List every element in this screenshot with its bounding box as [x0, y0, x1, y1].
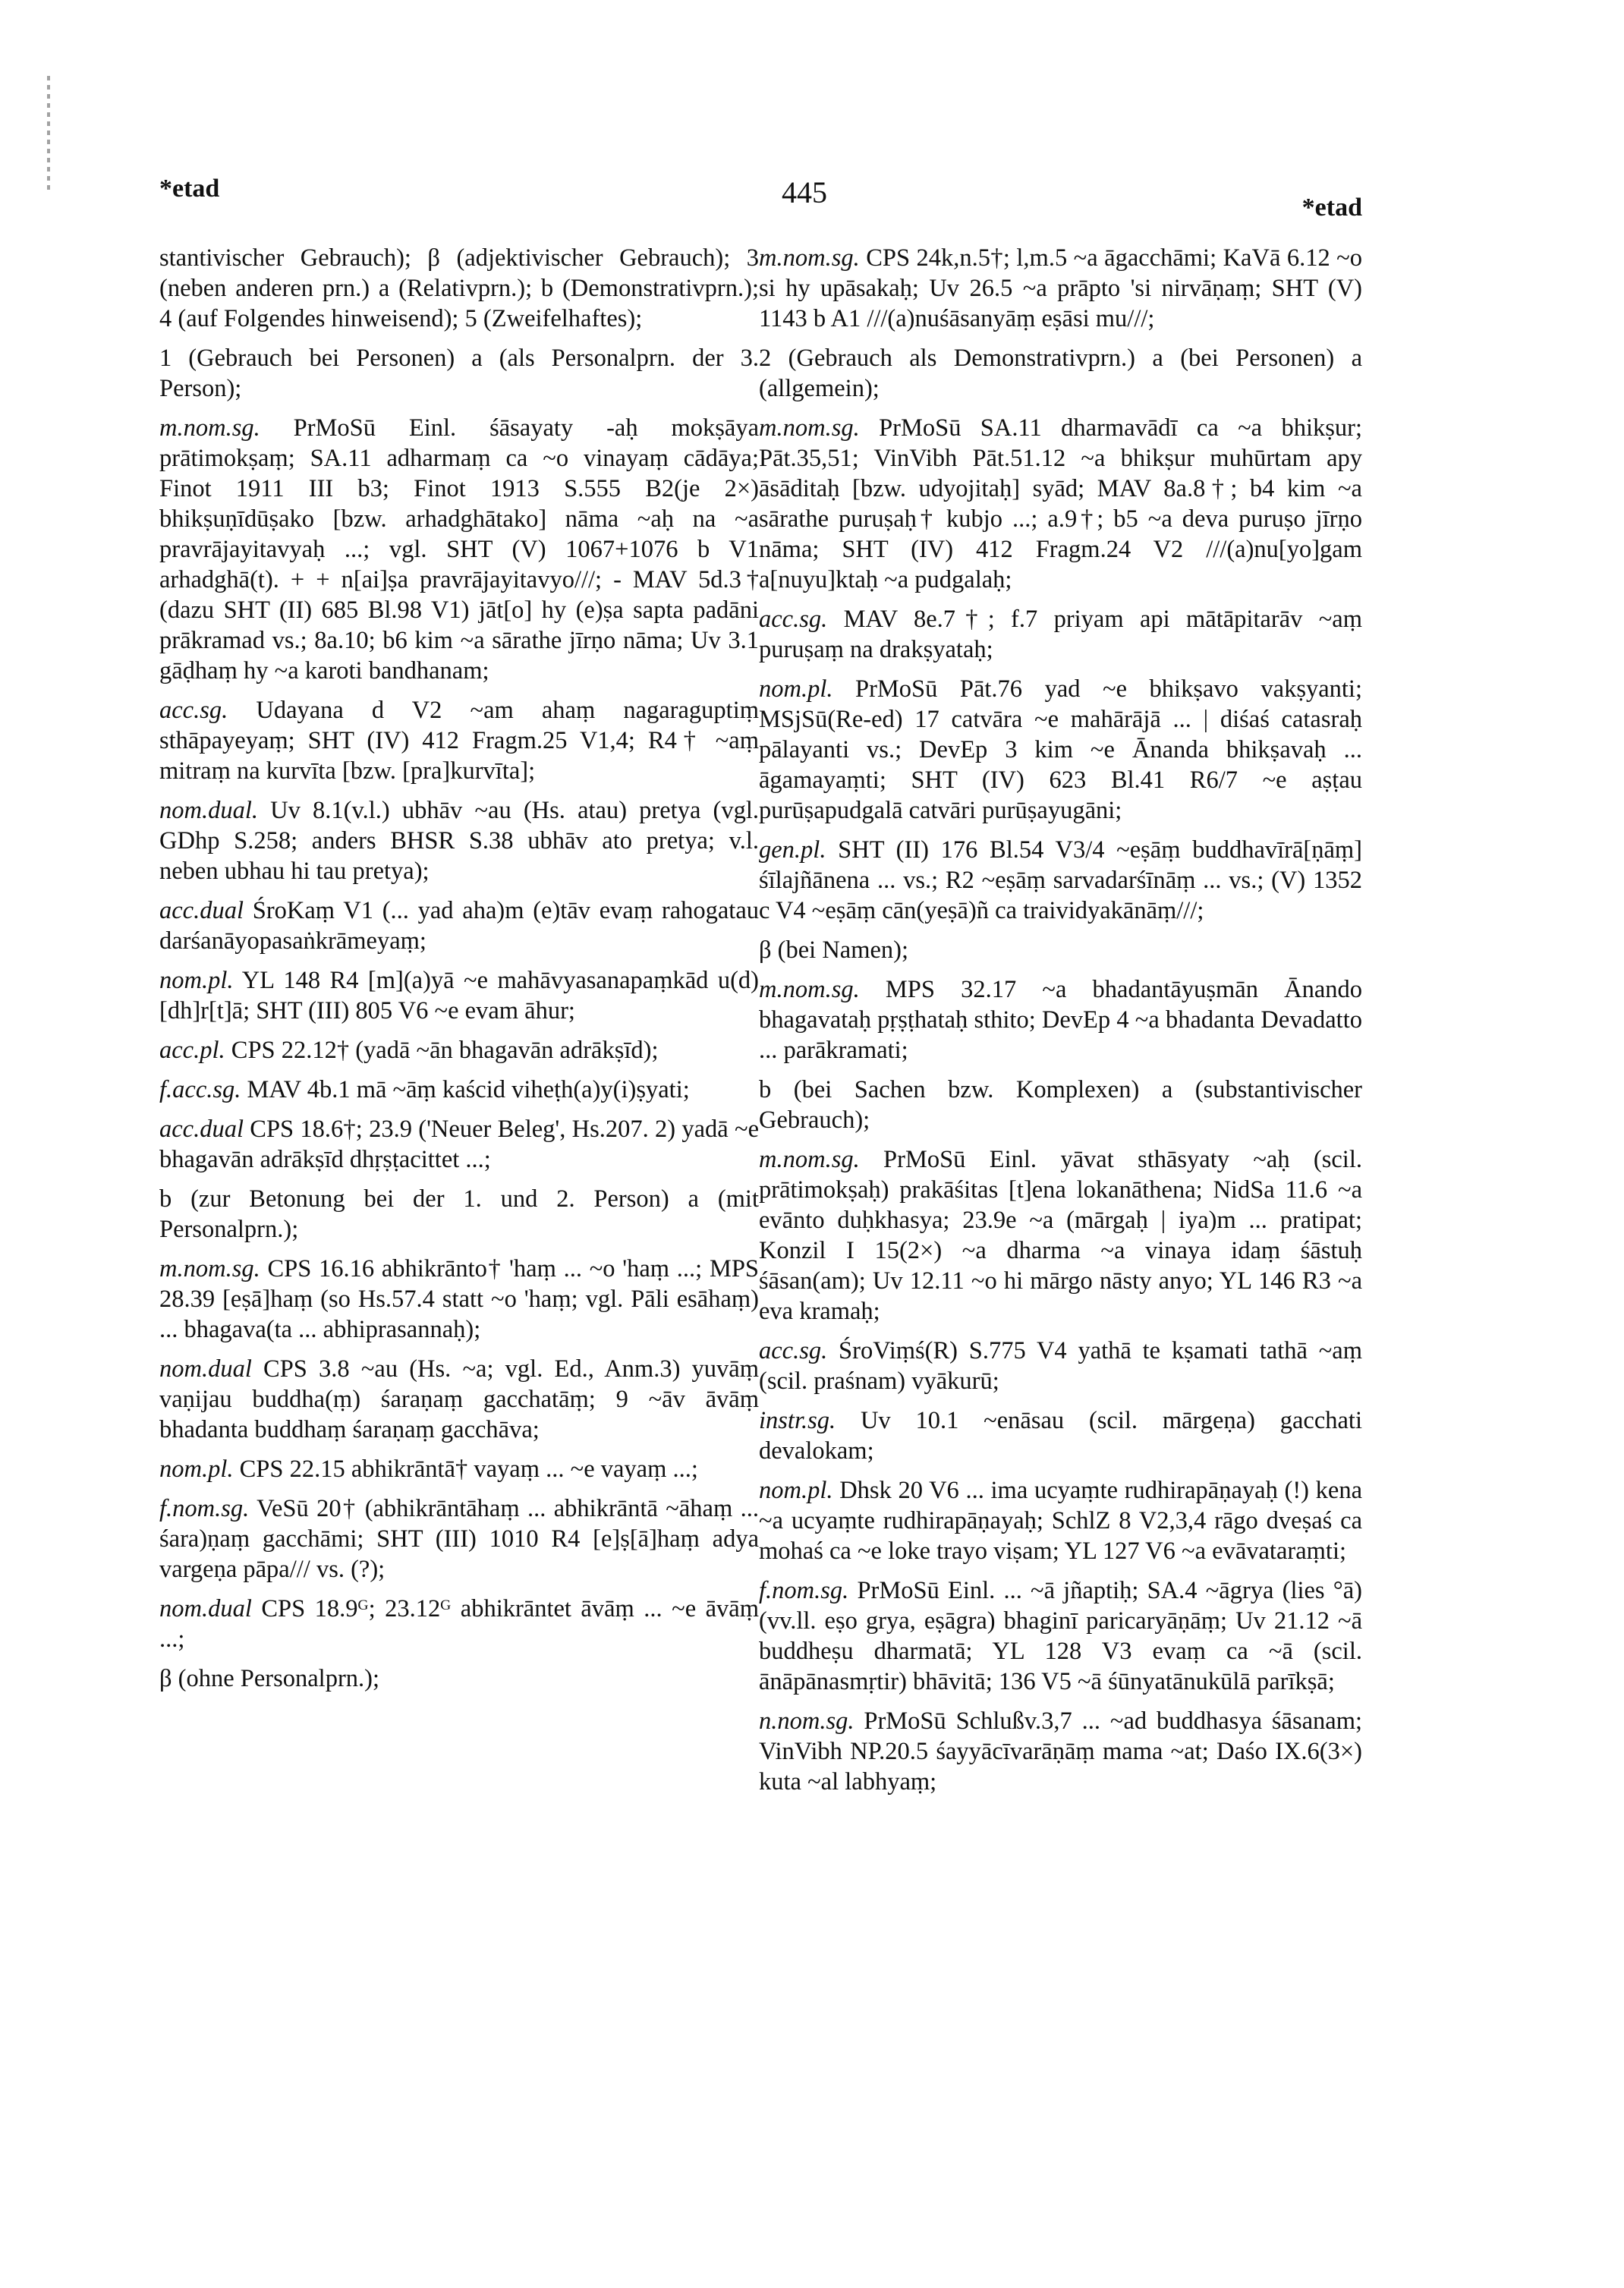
dictionary-entry [159, 795, 759, 886]
grammatical-form: acc.dual [159, 897, 244, 924]
dictionary-entry [159, 1035, 759, 1065]
entry-text: stantivischer Gebrauch); β (adjektivischer Gebrauch); 3 (neben anderen prn.) a (Relativprn.); b (Demonstrativprn.); 4 (auf Folgendes hinweisend); 5 (Zweifelhaftes); [159, 244, 759, 332]
entry-text: PrMoSū Einl. yāvat sthāsyaty ~aḥ (scil. prātimokṣaḥ) prakāśitas [t]ena lokanāthena; NidSa 11.6 ~a evānto duḥkhasya; 23.9e ~a (mārgaḥ | iya)m ... pratipat; Konzil I 15(2×) ~a dharma ~a vinaya idaṃ śāstuḥ śāsan(am); Uv 12.11 ~o hi mārgo nāsty anyo; YL 146 R3 ~a eva kramaḥ; [759, 1146, 1362, 1325]
grammatical-form: acc.pl. [159, 1037, 225, 1064]
dictionary-entry [759, 835, 1362, 926]
dictionary-entry [159, 413, 759, 686]
entry-text: PrMoSū SA.11 dharmavādī ca ~a bhikṣur; Pāt.35,51; VinVibh Pāt.51.12 ~a bhikṣur muhūrtam apy āsāditaḥ [bzw. udyojitaḥ] syād; MAV 8a.8†; b4 kim ~a sārathe puruṣaḥ† kubjo ...; a.9†; b5 ~a deva puruṣo jīrṇo nāma; SHT (IV) 412 Fragm.24 V2 ///(a)nu[yo]gam a[nuyu]ktaḥ ~a pudgalaḥ; [759, 414, 1362, 593]
dictionary-entry [159, 243, 759, 334]
entry-text: β (ohne Personalprn.); [159, 1665, 380, 1692]
grammatical-form: instr.sg. [759, 1407, 836, 1434]
dictionary-entry [159, 1114, 759, 1175]
entry-text: CPS 18.9ᴳ; 23.12ᴳ abhikrāntet āvāṃ ... ~e āvāṃ ...; [159, 1595, 760, 1653]
grammatical-form: nom.pl. [759, 1477, 833, 1504]
entry-text: Uv 10.1 ~enāsau (scil. mārgeṇa) gacchati devalokam; [759, 1407, 1362, 1465]
dictionary-entry [159, 1663, 759, 1694]
entry-text: YL 148 R4 [m](a)yā ~e mahāvyasanapaṃkād u(d)[dh]r[t]ā; SHT (III) 805 V6 ~e evam āhur; [159, 967, 759, 1024]
grammatical-form: acc.sg. [759, 1337, 828, 1364]
entry-text: CPS 16.16 abhikrānto† 'haṃ ... ~o 'haṃ ...; MPS 28.39 [eṣā]haṃ (so Hs.57.4 statt ~o 'haṃ; vgl. Pāli esāhaṃ) ... bhagava(ta ... abhiprasannaḥ); [159, 1255, 759, 1343]
grammatical-form: f.acc.sg. [159, 1076, 241, 1103]
entry-text: PrMoSū Schlußv.3,7 ... ~ad buddhasya śāsanam; VinVibh NP.20.5 śayyācīvarāṇāṃ mama ~at; Daśo IX.6(3×) kuta ~al labhyaṃ; [759, 1707, 1362, 1795]
grammatical-form: f.nom.sg. [159, 1495, 250, 1522]
scan-margin-mark [47, 76, 50, 190]
grammatical-form: gen.pl. [759, 836, 826, 864]
dictionary-entry [759, 674, 1362, 826]
grammatical-form: nom.dual [159, 1595, 252, 1622]
entry-text: ŚroViṃś(R) S.775 V4 yathā te kṣamati tathā ~aṃ (scil. praśnam) vyākurū; [759, 1337, 1362, 1395]
entry-text: b (zur Betonung bei der 1. und 2. Person) a (mit Personalprn.); [159, 1185, 759, 1243]
entry-text: PrMoSū Pāt.76 yad ~e bhikṣavo vakṣyanti; MSjSū(Re-ed) 17 catvāra ~e mahārājā ... | diśaś catasraḥ pālayanti vs.; DevEp 3 kim ~e Ānanda bhikṣavaḥ ... āgamayaṃti; SHT (IV) 623 Bl.41 R6/7 ~e aṣṭau purūṣapudgalā catvāri purūṣayugāni; [759, 675, 1362, 824]
entry-text: CPS 18.6†; 23.9 ('Neuer Beleg', Hs.207. 2) yadā ~e bhagavān adrākṣīd dhṛṣṭacittet ...; [159, 1116, 760, 1173]
dictionary-entry [159, 343, 759, 404]
dictionary-entry [759, 343, 1362, 404]
dictionary-entry [159, 1454, 759, 1484]
dictionary-entry [759, 1575, 1362, 1697]
entry-text: CPS 24k,n.5†; l,m.5 ~a āgacchāmi; KaVā 6.12 ~o si hy upāsakaḥ; Uv 26.5 ~a prāpto 'si nirvāṇaṃ; SHT (V) 1143 b A1 ///(a)nuśāsanyāṃ eṣāsi mu///; [759, 244, 1363, 332]
left-column [159, 243, 759, 1703]
dictionary-entry [159, 1075, 759, 1105]
entry-text: CPS 22.15 abhikrāntā† vayaṃ ... ~e vayaṃ ...; [239, 1456, 698, 1483]
entry-text: 1 (Gebrauch bei Personen) a (als Personalprn. der 3. Person); [159, 345, 759, 402]
grammatical-form: acc.sg. [159, 697, 228, 724]
entry-text: CPS 3.8 ~au (Hs. ~a; vgl. Ed., Anm.3) yuvāṃ vaṇijau buddha(ṃ) śaraṇaṃ gacchatāṃ; 9 ~āv āvāṃ bhadanta buddhaṃ śaraṇaṃ gacchāva; [159, 1355, 760, 1443]
entry-text: PrMoSū Einl. ... ~ā jñaptiḥ; SA.4 ~āgrya (lies °ā) (vv.ll. eṣo grya, eṣāgra) bhaginī paricaryāṇāṃ; Uv 21.12 ~ā buddheṣu dharmatā; YL 128 V3 evaṃ ca ~ā (scil. ānāpānasmṛtir) bhāvitā; 136 V5 ~ā śūnyatānukūlā parīkṣā; [759, 1577, 1362, 1695]
grammatical-form: m.nom.sg. [759, 976, 860, 1003]
grammatical-form: m.nom.sg. [159, 414, 260, 442]
dictionary-entry [159, 1594, 759, 1654]
dictionary-entry [159, 1354, 759, 1445]
dictionary-entry [759, 1706, 1362, 1797]
dictionary-entry [159, 1254, 759, 1345]
grammatical-form: m.nom.sg. [759, 414, 860, 442]
dictionary-entry [759, 974, 1362, 1065]
dictionary-entry [759, 243, 1362, 334]
entry-text: MPS 32.17 ~a bhadantāyuṣmān Ānando bhagavataḥ pṛṣṭhataḥ sthito; DevEp 4 ~a bhadanta Devadatto ... parākramati; [759, 976, 1363, 1064]
entry-text: b (bei Sachen bzw. Komplexen) a (substantivischer Gebrauch); [759, 1076, 1362, 1134]
dictionary-entry [759, 1075, 1362, 1135]
grammatical-form: n.nom.sg. [759, 1707, 854, 1735]
grammatical-form: nom.pl. [159, 1456, 234, 1483]
grammatical-form: m.nom.sg. [759, 244, 860, 272]
dictionary-entry [759, 413, 1362, 595]
grammatical-form: acc.dual [159, 1116, 244, 1143]
dictionary-entry [159, 695, 759, 786]
dictionary-entry [759, 1475, 1362, 1566]
entry-text: SHT (II) 176 Bl.54 V3/4 ~eṣāṃ buddhavīrā[ṇāṃ] śīlajñānena ... vs.; R2 ~eṣāṃ sarvadarśīnāṃ ... vs.; (V) 1352 c V4 ~eṣāṃ cān(yeṣā)ñ ca traividyakānāṃ///; [759, 836, 1363, 924]
dictionary-entry [759, 1405, 1362, 1466]
dictionary-entry [159, 965, 759, 1026]
entry-text: CPS 22.12† (yadā ~ān bhagavān adrākṣīd); [231, 1037, 659, 1064]
entry-text: ŚroKaṃ V1 (... yad aha)m (e)tāv evaṃ rahogatau darśanāyopasaṅkrāmeyaṃ; [159, 897, 759, 955]
entry-text: Uv 8.1(v.l.) ubhāv ~au (Hs. atau) pretya (vgl. GDhp S.258; anders BHSR S.38 ubhāv ato pretya; v.l. neben ubhau hi tau pretya); [159, 797, 759, 885]
dictionary-entry [159, 1184, 759, 1245]
running-head-left: *etad [159, 175, 220, 203]
entry-text: 2 (Gebrauch als Demonstrativprn.) a (bei Personen) a (allgemein); [759, 345, 1362, 402]
dictionary-entry [159, 895, 759, 956]
entry-text: Udayana d V2 ~am ahaṃ nagaraguptiṃ sthāpayeyaṃ; SHT (IV) 412 Fragm.25 V1,4; R4† ~aṃ mitraṃ na kurvīta [bzw. [pra]kurvīta]; [159, 697, 760, 785]
grammatical-form: acc.sg. [759, 606, 828, 633]
grammatical-form: nom.pl. [159, 967, 234, 994]
entry-text: MAV 4b.1 mā ~āṃ kaścid viheṭh(a)y(i)ṣyati; [247, 1076, 690, 1103]
dictionary-entry [759, 604, 1362, 665]
running-head-right: *etad [1301, 194, 1362, 222]
dictionary-entry [159, 1493, 759, 1585]
entry-text: Dhsk 20 V6 ... ima ucyaṃte rudhirapāṇayaḥ (!) kena ~a ucyaṃte rudhirapāṇayaḥ; SchlZ 8 V2,3,4 rāgo dveṣaś ca mohaś ca ~e loke trayo viṣam; YL 127 V6 ~a evāvataraṃti; [759, 1477, 1363, 1565]
grammatical-form: nom.pl. [759, 675, 833, 703]
grammatical-form: m.nom.sg. [159, 1255, 260, 1282]
entry-text: MAV 8e.7†; f.7 priyam api mātāpitarāv ~aṃ puruṣaṃ na drakṣyataḥ; [759, 606, 1363, 663]
grammatical-form: nom.dual [159, 1355, 252, 1383]
grammatical-form: f.nom.sg. [759, 1577, 849, 1604]
right-column [759, 243, 1362, 1806]
grammatical-form: nom.dual. [159, 797, 258, 824]
dictionary-entry [759, 1336, 1362, 1396]
grammatical-form: m.nom.sg. [759, 1146, 860, 1173]
entry-text: PrMoSū Einl. śāsayaty -aḥ mokṣāya prātimokṣaṃ; SA.11 adharmaṃ ca ~o vinayaṃ cādāya; Finot 1911 III b3; Finot 1913 S.555 B2(je 2×) bhikṣuṇīdūṣako [bzw. arhadghātako] nāma ~aḥ na ~a pravrājayitavyaḥ ...; vgl. SHT (V) 1067+1076 b V1 arhadghā(t). + + n[ai]ṣa pravrājayitavyo///; - MAV 5d.3† (dazu SHT (II) 685 Bl.98 V1) jāt[o] hy (e)ṣa sapta padāni prākramad vs.; 8a.10; b6 kim ~a sārathe jīrṇo nāma; Uv 3.1 gāḍhaṃ hy ~a karoti bandhanam; [159, 414, 759, 685]
entry-text: VeSū 20† (abhikrāntāhaṃ ... abhikrāntā ~āhaṃ ... śara)ṇaṃ gacchāmi; SHT (III) 1010 R4 [e]ṣ[ā]haṃ adya vargeṇa pāpa/// vs. (?); [159, 1495, 759, 1583]
entry-text: β (bei Namen); [759, 936, 909, 964]
page-number: 445 [782, 175, 827, 209]
dictionary-entry [759, 935, 1362, 965]
dictionary-entry [759, 1144, 1362, 1327]
